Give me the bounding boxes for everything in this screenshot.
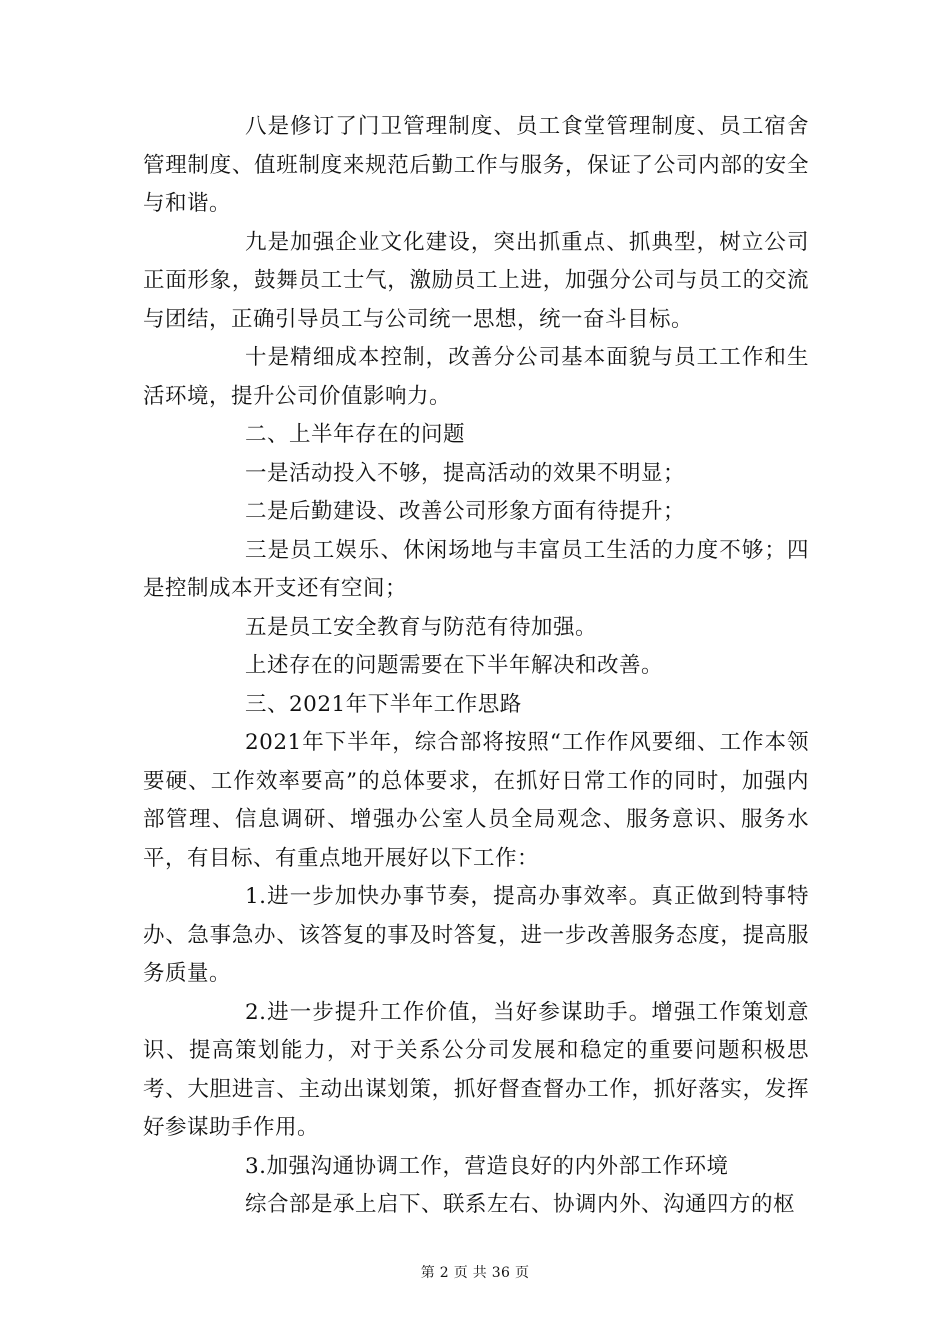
page-number-label: 第 2 页 共 36 页 xyxy=(420,1265,530,1281)
problems-summary: 上述存在的问题需要在下半年解决和改善。 xyxy=(245,653,664,678)
document-body xyxy=(143,108,809,1225)
plan-item-2: 2.进一步提升工作价值，当好参谋助手。增强工作策划意识、提高策划能力，对于关系公分司发展和稳定的重要问题积极思考、大胆进言、主动出谋划策，抓好督查督办工作，抓好落实，发挥好参谋助手作用。 xyxy=(143,999,809,1140)
paragraph-item-9: 九是加强企业文化建设，突出抓重点、抓典型，树立公司正面形象，鼓舞员工士气，激励员工上进，加强分公司与员工的交流与团结，正确引导员工与公司统一思想，统一奋斗目标。 xyxy=(143,229,809,332)
problem-item-2: 二是后勤建设、改善公司形象方面有待提升； xyxy=(245,499,686,524)
problem-item-1: 一是活动投入不够，提高活动的效果不明显； xyxy=(245,460,686,486)
paragraph-item-10: 十是精细成本控制，改善分公司基本面貌与员工工作和生活环境，提升公司价值影响力。 xyxy=(143,345,809,409)
paragraph-item-8: 八是修订了门卫管理制度、员工食堂管理制度、员工宿舍管理制度、值班制度来规范后勤工作与服务，保证了公司内部的安全与和谐。 xyxy=(143,114,809,216)
plan-intro: 2021年下半年，综合部将按照“工作作风要细、工作本领要硬、工作效率要高”的总体要求，在抓好日常工作的同时，加强内部管理、信息调研、增强办公室人员全局观念、服务意识、服务水平，有目标、有重点地开展好以下工作： xyxy=(143,730,809,871)
page-footer xyxy=(0,1262,950,1282)
plan-item-3-heading: 3.加强沟通协调工作，营造良好的内外部工作环境 xyxy=(245,1153,729,1179)
problem-item-5: 五是员工安全教育与防范有待加强。 xyxy=(245,614,598,640)
section-heading-problems: 二、上半年存在的问题 xyxy=(245,422,466,447)
plan-item-3-body: 综合部是承上启下、联系左右、协调内外、沟通四方的枢 xyxy=(245,1192,796,1217)
plan-item-1: 1.进一步加快办事节奏，提高办事效率。真正做到特事特办、急事急办、该答复的事及时答复，进一步改善服务态度，提高服务质量。 xyxy=(143,884,809,986)
problem-item-3-4: 三是员工娱乐、休闲场地与丰富员工生活的力度不够；四是控制成本开支还有空间； xyxy=(143,537,809,601)
section-heading-plan: 三、2021年下半年工作思路 xyxy=(245,691,522,717)
